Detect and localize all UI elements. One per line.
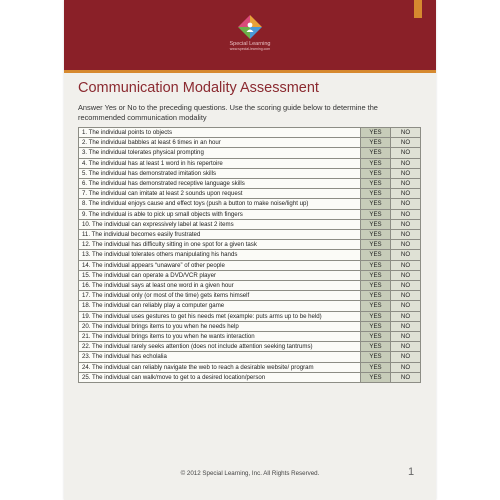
header-accent-strip	[64, 70, 436, 73]
question-text: 1. The individual points to objects	[79, 128, 361, 138]
no-option[interactable]: NO	[391, 362, 421, 372]
yes-option[interactable]: YES	[361, 362, 391, 372]
yes-option[interactable]: YES	[361, 281, 391, 291]
table-row	[79, 209, 421, 219]
question-text: 3. The individual tolerates physical prompting	[79, 148, 361, 158]
question-text: 11. The individual becomes easily frustrated	[79, 230, 361, 240]
yes-option[interactable]: YES	[361, 352, 391, 362]
no-option[interactable]: NO	[391, 281, 421, 291]
table-row	[79, 179, 421, 189]
question-text: 7. The individual can imitate at least 2 sounds upon request	[79, 189, 361, 199]
logo-name: Special Learning	[229, 41, 271, 47]
logo	[224, 14, 276, 62]
yes-option[interactable]: YES	[361, 138, 391, 148]
table-row	[79, 128, 421, 138]
yes-option[interactable]: YES	[361, 148, 391, 158]
table-row	[79, 199, 421, 209]
question-text: 2. The individual babbles at least 6 times in an hour	[79, 138, 361, 148]
yes-option[interactable]: YES	[361, 128, 391, 138]
table-row	[79, 291, 421, 301]
yes-option[interactable]: YES	[361, 342, 391, 352]
page-margin-right	[436, 0, 500, 500]
question-text: 10. The individual can expressively label at least 2 items	[79, 219, 361, 229]
yes-option[interactable]: YES	[361, 240, 391, 250]
no-option[interactable]: NO	[391, 179, 421, 189]
no-option[interactable]: NO	[391, 342, 421, 352]
yes-option[interactable]: YES	[361, 321, 391, 331]
question-text: 9. The individual is able to pick up small objects with fingers	[79, 209, 361, 219]
table-row	[79, 270, 421, 280]
yes-option[interactable]: YES	[361, 260, 391, 270]
question-text: 12. The individual has difficulty sitting in one spot for a given task	[79, 240, 361, 250]
table-row	[79, 362, 421, 372]
question-text: 4. The individual has at least 1 word in his repertoire	[79, 158, 361, 168]
table-row	[79, 230, 421, 240]
table-row	[79, 372, 421, 382]
question-text: 17. The individual only (or most of the time) gets items himself	[79, 291, 361, 301]
no-option[interactable]: NO	[391, 301, 421, 311]
no-option[interactable]: NO	[391, 250, 421, 260]
question-text: 20. The individual brings items to you when he needs help	[79, 321, 361, 331]
yes-option[interactable]: YES	[361, 332, 391, 342]
question-text: 24. The individual can reliably navigate the web to reach a desirable website/ program	[79, 362, 361, 372]
no-option[interactable]: NO	[391, 128, 421, 138]
yes-option[interactable]: YES	[361, 158, 391, 168]
yes-option[interactable]: YES	[361, 189, 391, 199]
no-option[interactable]: NO	[391, 372, 421, 382]
logo-icon	[237, 14, 263, 40]
no-option[interactable]: NO	[391, 311, 421, 321]
page-margin-left	[0, 0, 64, 500]
copyright-footer: © 2012 Special Learning, Inc. All Rights Reserved.	[180, 470, 320, 477]
question-text: 14. The individual appears “unaware” of other people	[79, 260, 361, 270]
no-option[interactable]: NO	[391, 189, 421, 199]
table-row	[79, 332, 421, 342]
table-row	[79, 281, 421, 291]
question-text: 8. The individual enjoys cause and effect toys (push a button to make noise/light up)	[79, 199, 361, 209]
no-option[interactable]: NO	[391, 230, 421, 240]
question-text: 15. The individual can operate a DVD/VCR player	[79, 270, 361, 280]
question-text: 5. The individual has demonstrated imitation skills	[79, 168, 361, 178]
table-row	[79, 311, 421, 321]
yes-option[interactable]: YES	[361, 250, 391, 260]
question-text: 21. The individual brings items to you when he wants interaction	[79, 332, 361, 342]
yes-option[interactable]: YES	[361, 179, 391, 189]
table-row	[79, 352, 421, 362]
question-text: 6. The individual has demonstrated receptive language skills	[79, 179, 361, 189]
page-number: 1	[408, 466, 415, 478]
header-band	[64, 0, 436, 70]
no-option[interactable]: NO	[391, 291, 421, 301]
yes-option[interactable]: YES	[361, 219, 391, 229]
table-row	[79, 189, 421, 199]
table-row	[79, 219, 421, 229]
no-option[interactable]: NO	[391, 158, 421, 168]
yes-option[interactable]: YES	[361, 311, 391, 321]
table-row	[79, 250, 421, 260]
no-option[interactable]: NO	[391, 209, 421, 219]
no-option[interactable]: NO	[391, 168, 421, 178]
yes-option[interactable]: YES	[361, 230, 391, 240]
question-text: 23. The individual has echolalia	[79, 352, 361, 362]
no-option[interactable]: NO	[391, 260, 421, 270]
question-text: 16. The individual says at least one word in a given hour	[79, 281, 361, 291]
no-option[interactable]: NO	[391, 352, 421, 362]
yes-option[interactable]: YES	[361, 199, 391, 209]
no-option[interactable]: NO	[391, 270, 421, 280]
yes-option[interactable]: YES	[361, 209, 391, 219]
yes-option[interactable]: YES	[361, 270, 391, 280]
no-option[interactable]: NO	[391, 199, 421, 209]
question-text: 25. The individual can walk/move to get to a desired location/person	[79, 372, 361, 382]
yes-option[interactable]: YES	[361, 168, 391, 178]
no-option[interactable]: NO	[391, 321, 421, 331]
table-row	[79, 342, 421, 352]
table-row	[79, 240, 421, 250]
question-text: 13. The individual tolerates others manipulating his hands	[79, 250, 361, 260]
table-row	[79, 158, 421, 168]
intro-text: Answer Yes or No to the preceding questions. Use the scoring guide below to determine the recommended communication modality	[78, 103, 378, 122]
no-option[interactable]: NO	[391, 240, 421, 250]
yes-option[interactable]: YES	[361, 372, 391, 382]
table-row	[79, 148, 421, 158]
no-option[interactable]: NO	[391, 219, 421, 229]
yes-option[interactable]: YES	[361, 291, 391, 301]
table-row	[79, 138, 421, 148]
table-row	[79, 168, 421, 178]
no-option[interactable]: NO	[391, 332, 421, 342]
table-row	[79, 301, 421, 311]
no-option[interactable]: NO	[391, 138, 421, 148]
yes-option[interactable]: YES	[361, 301, 391, 311]
questions-table	[78, 127, 421, 383]
document-sheet	[64, 0, 436, 500]
question-text: 19. The individual uses gestures to get his needs met (example: puts arms up to be held)	[79, 311, 361, 321]
question-text: 18. The individual can reliably play a computer game	[79, 301, 361, 311]
question-text: 22. The individual rarely seeks attention (does not include attention seeking tantrums)	[79, 342, 361, 352]
page-title: Communication Modality Assessment	[78, 80, 319, 96]
header-accent-tab	[414, 0, 422, 18]
no-option[interactable]: NO	[391, 148, 421, 158]
table-row	[79, 260, 421, 270]
logo-url: www.special-learning.com	[229, 47, 271, 51]
table-row	[79, 321, 421, 331]
